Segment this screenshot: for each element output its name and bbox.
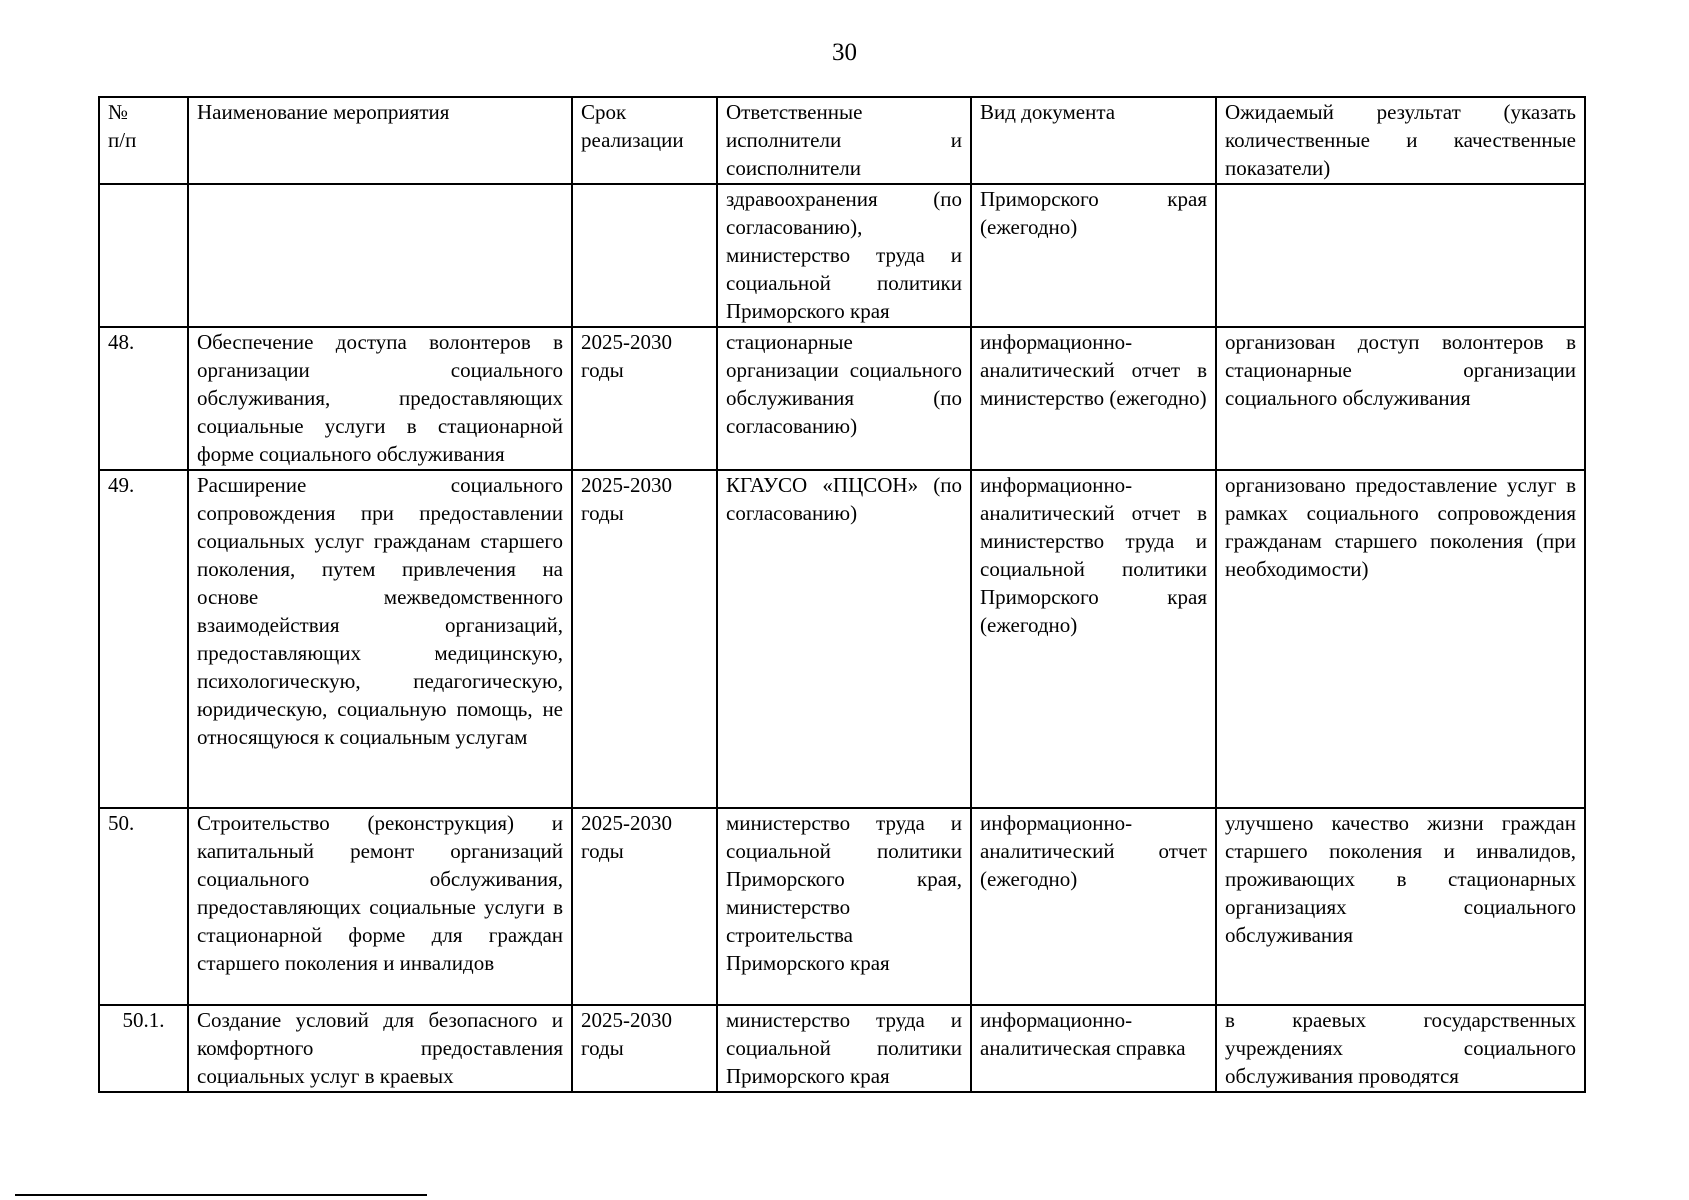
cell-term: 2025-2030 годы xyxy=(572,470,717,808)
cell-result xyxy=(1216,184,1585,327)
table-row xyxy=(99,808,1585,1005)
cell-term xyxy=(572,184,717,327)
cell-doc: Приморского края (ежегодно) xyxy=(971,184,1216,327)
table-row xyxy=(99,184,1585,327)
cell-doc: информационно-аналитический отчет в министерство труда и социальной политики Приморского края (ежегодно) xyxy=(971,470,1216,808)
cell-num: 49. xyxy=(99,470,188,808)
cell-doc: информационно-аналитический отчет (ежегодно) xyxy=(971,808,1216,1005)
table-header-row xyxy=(99,97,1585,184)
cell-term: 2025-2030 годы xyxy=(572,808,717,1005)
cell-executors: министерство труда и социальной политики Приморского края, министерство строительства Приморского края xyxy=(717,808,971,1005)
header-result: Ожидаемый результат (указать количественные и качественные показатели) xyxy=(1216,97,1585,184)
cell-name: Строительство (реконструкция) и капитальный ремонт организаций социального обслуживания, предоставляющих социальные услуги в стационарной форме для граждан старшего поколения и инвалидов xyxy=(188,808,572,1005)
table-row xyxy=(99,327,1585,470)
cell-name: Расширение социального сопровождения при предоставлении социальных услуг гражданам старшего поколения, путем привлечения на основе межведомственного взаимодействия организаций, предоставляющих медицинскую, психологическую, педагогическую, юридическую, социальную помощь, не относящуюся к социальным услугам xyxy=(188,470,572,808)
page-number: 30 xyxy=(832,39,857,66)
footnote-separator-line xyxy=(15,1194,427,1196)
header-term: Срок реализации xyxy=(572,97,717,184)
header-name: Наименование мероприятия xyxy=(188,97,572,184)
table-row xyxy=(99,1005,1585,1092)
cell-result: организован доступ волонтеров в стационарные организации социального обслуживания xyxy=(1216,327,1585,470)
header-doc: Вид документа xyxy=(971,97,1216,184)
cell-name: Создание условий для безопасного и комфортного предоставления социальных услуг в краевых xyxy=(188,1005,572,1092)
cell-num: 50.1. xyxy=(99,1005,188,1092)
cell-doc: информационно-аналитическая справка xyxy=(971,1005,1216,1092)
cell-executors: здравоохранения (по согласованию), министерство труда и социальной политики Приморского края xyxy=(717,184,971,327)
cell-doc: информационно-аналитический отчет в министерство (ежегодно) xyxy=(971,327,1216,470)
cell-result: в краевых государственных учреждениях социального обслуживания проводятся xyxy=(1216,1005,1585,1092)
header-num: № п/п xyxy=(99,97,188,184)
header-executors: Ответственные исполнители и соисполнители xyxy=(717,97,971,184)
activities-table xyxy=(98,96,1586,1093)
cell-name: Обеспечение доступа волонтеров в организации социального обслуживания, предоставляющих социальные услуги в стационарной форме социального обслуживания xyxy=(188,327,572,470)
cell-num xyxy=(99,184,188,327)
cell-executors: КГАУСО «ПЦСОН» (по согласованию) xyxy=(717,470,971,808)
cell-num: 50. xyxy=(99,808,188,1005)
cell-executors: стационарные организации социального обслуживания (по согласованию) xyxy=(717,327,971,470)
cell-result: организовано предоставление услуг в рамках социального сопровождения гражданам старшего поколения (при необходимости) xyxy=(1216,470,1585,808)
cell-executors: министерство труда и социальной политики Приморского края xyxy=(717,1005,971,1092)
cell-term: 2025-2030 годы xyxy=(572,1005,717,1092)
cell-num: 48. xyxy=(99,327,188,470)
table-row xyxy=(99,470,1585,808)
cell-name xyxy=(188,184,572,327)
cell-term: 2025-2030 годы xyxy=(572,327,717,470)
cell-result: улучшено качество жизни граждан старшего поколения и инвалидов, проживающих в стационарных организациях социального обслуживания xyxy=(1216,808,1585,1005)
